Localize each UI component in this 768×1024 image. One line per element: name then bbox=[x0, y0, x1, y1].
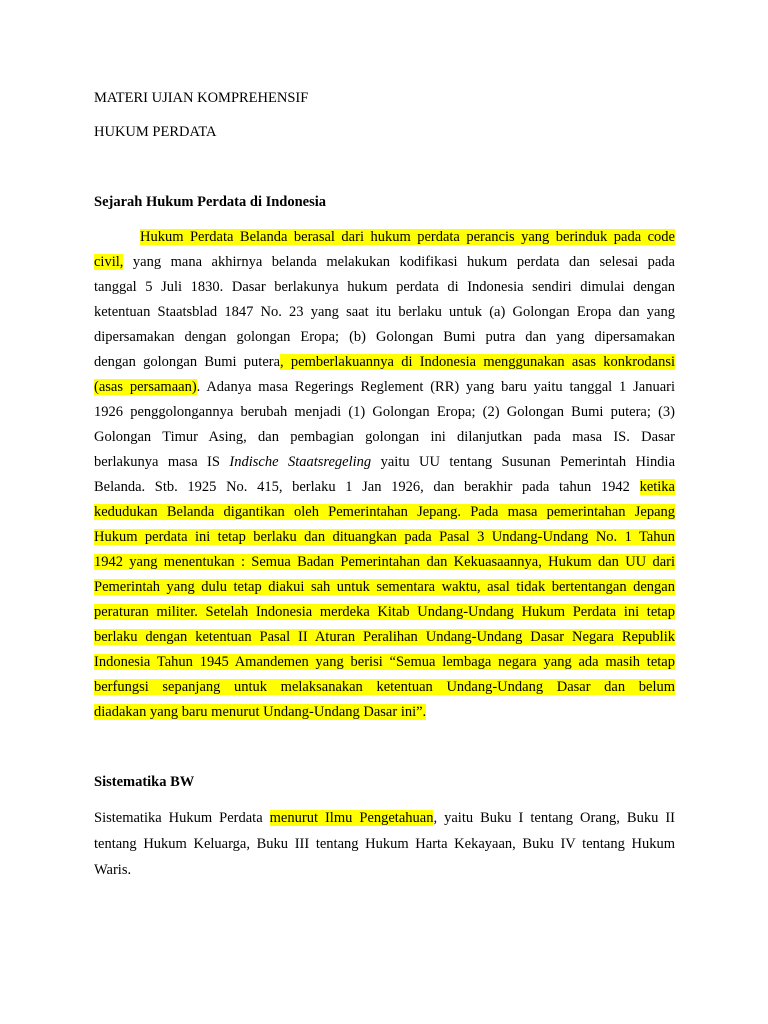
paragraph-line bbox=[94, 477, 675, 497]
paragraph-line bbox=[94, 602, 675, 622]
paragraph-text: berlakunya masa IS bbox=[94, 454, 230, 470]
paragraph-line bbox=[94, 702, 426, 722]
highlighted-text: ketika bbox=[639, 479, 675, 495]
paragraph-line: ketentuan Staatsblad 1847 No. 23 yang saat itu berlaku untuk (a) Golongan Eropa dan yang bbox=[94, 304, 675, 320]
highlighted-text: Hukum Perdata Belanda berasal dari hukum perdata perancis yang berinduk pada code bbox=[140, 229, 675, 245]
highlighted-text: (asas persamaan) bbox=[94, 379, 197, 395]
paragraph-line bbox=[94, 377, 675, 397]
paragraph-text: , yaitu Buku I tentang Orang, Buku II bbox=[433, 810, 675, 826]
paragraph-line bbox=[140, 227, 675, 247]
paragraph-line bbox=[94, 352, 675, 372]
paragraph-line: Waris. bbox=[94, 862, 132, 878]
highlighted-text: 1942 yang menentukan : Semua Badan Pemerintahan dan Kekuasaannya, Hukum dan UU dari bbox=[94, 554, 675, 570]
paragraph-line: tentang Hukum Keluarga, Buku III tentang Hukum Harta Kekayaan, Buku IV tentang Hukum bbox=[94, 836, 675, 852]
highlighted-text: Setelah Indonesia merdeka Kitab Undang-Undang Hukum Perdata ini tetap bbox=[197, 604, 675, 620]
paragraph-text: dengan golongan Bumi putera bbox=[94, 354, 281, 370]
paragraph-line bbox=[94, 552, 675, 572]
paragraph-line bbox=[94, 677, 675, 697]
document-title: MATERI UJIAN KOMPREHENSIF bbox=[94, 90, 309, 106]
paragraph-line bbox=[94, 652, 675, 672]
paragraph-line: tanggal 5 Juli 1830. Dasar berlakunya hukum perdata di Indonesia sendiri dimulai dengan bbox=[94, 279, 675, 295]
paragraph-line: 1926 penggolongannya berubah menjadi (1) Golongan Eropa; (2) Golongan Bumi putera; (3) bbox=[94, 404, 675, 420]
paragraph-line bbox=[94, 452, 675, 472]
section-heading-sejarah: Sejarah Hukum Perdata di Indonesia bbox=[94, 194, 327, 210]
highlighted-text: Hukum perdata ini tetap berlaku dan dituangkan pada Pasal 3 Undang-Undang No. 1 Tahun bbox=[94, 529, 675, 545]
paragraph-text: Sistematika Hukum Perdata bbox=[94, 810, 270, 826]
paragraph-line bbox=[94, 577, 675, 597]
paragraph-line bbox=[94, 502, 675, 522]
highlighted-text: berfungsi sepanjang untuk melaksanakan ketentuan Undang-Undang Dasar dan belum bbox=[94, 679, 675, 695]
highlighted-text: diadakan yang baru menurut Undang-Undang Dasar ini”. bbox=[94, 704, 427, 720]
highlighted-text: Pemerintah yang dulu tetap diakui sah untuk sementara waktu, asal tidak bertentangan dengan bbox=[94, 579, 675, 595]
paragraph-text: Belanda. Stb. 1925 No. 415, berlaku 1 Jan 1926, dan berakhir pada tahun 1942 bbox=[94, 479, 640, 495]
paragraph-text: yang mana akhirnya belanda melakukan kodifikasi hukum perdata dan selesai pada bbox=[123, 254, 675, 270]
paragraph-line bbox=[94, 527, 675, 547]
paragraph-line: Golongan Timur Asing, dan pembagian golongan ini dilanjutkan pada masa IS. Dasar bbox=[94, 429, 675, 445]
highlighted-text: civil, bbox=[94, 254, 124, 270]
section-heading-sistematika: Sistematika BW bbox=[94, 774, 195, 790]
highlighted-text: , pemberlakuannya di Indonesia menggunakan asas konkrodansi bbox=[280, 354, 675, 370]
paragraph-text: yaitu UU tentang Susunan Pemerintah Hindia bbox=[371, 454, 676, 470]
paragraph-text: . Adanya masa Regerings Reglement (RR) yang baru yaitu tanggal 1 Januari bbox=[196, 379, 675, 395]
highlighted-text: berlaku dengan ketentuan Pasal II Aturan Peralihan Undang-Undang Dasar Negara Republik bbox=[94, 629, 675, 645]
paragraph-line bbox=[94, 808, 675, 828]
italic-text: Indische Staatsregeling bbox=[229, 454, 372, 470]
highlighted-text: menurut Ilmu Pengetahuan bbox=[269, 810, 434, 826]
highlighted-text: kedudukan Belanda digantikan oleh Pemerintahan Jepang. Pada masa pemerintahan Jepang bbox=[94, 504, 675, 520]
paragraph-line: dipersamakan dengan golongan Eropa; (b) Golongan Bumi putra dan yang dipersamakan bbox=[94, 329, 675, 345]
highlighted-text: peraturan militer. bbox=[94, 604, 198, 620]
highlighted-text: Indonesia Tahun 1945 Amandemen yang berisi “Semua lembaga negara yang ada masih tetap bbox=[94, 654, 675, 670]
paragraph-line bbox=[94, 252, 675, 272]
document-subtitle: HUKUM PERDATA bbox=[94, 124, 217, 140]
paragraph-line bbox=[94, 627, 675, 647]
